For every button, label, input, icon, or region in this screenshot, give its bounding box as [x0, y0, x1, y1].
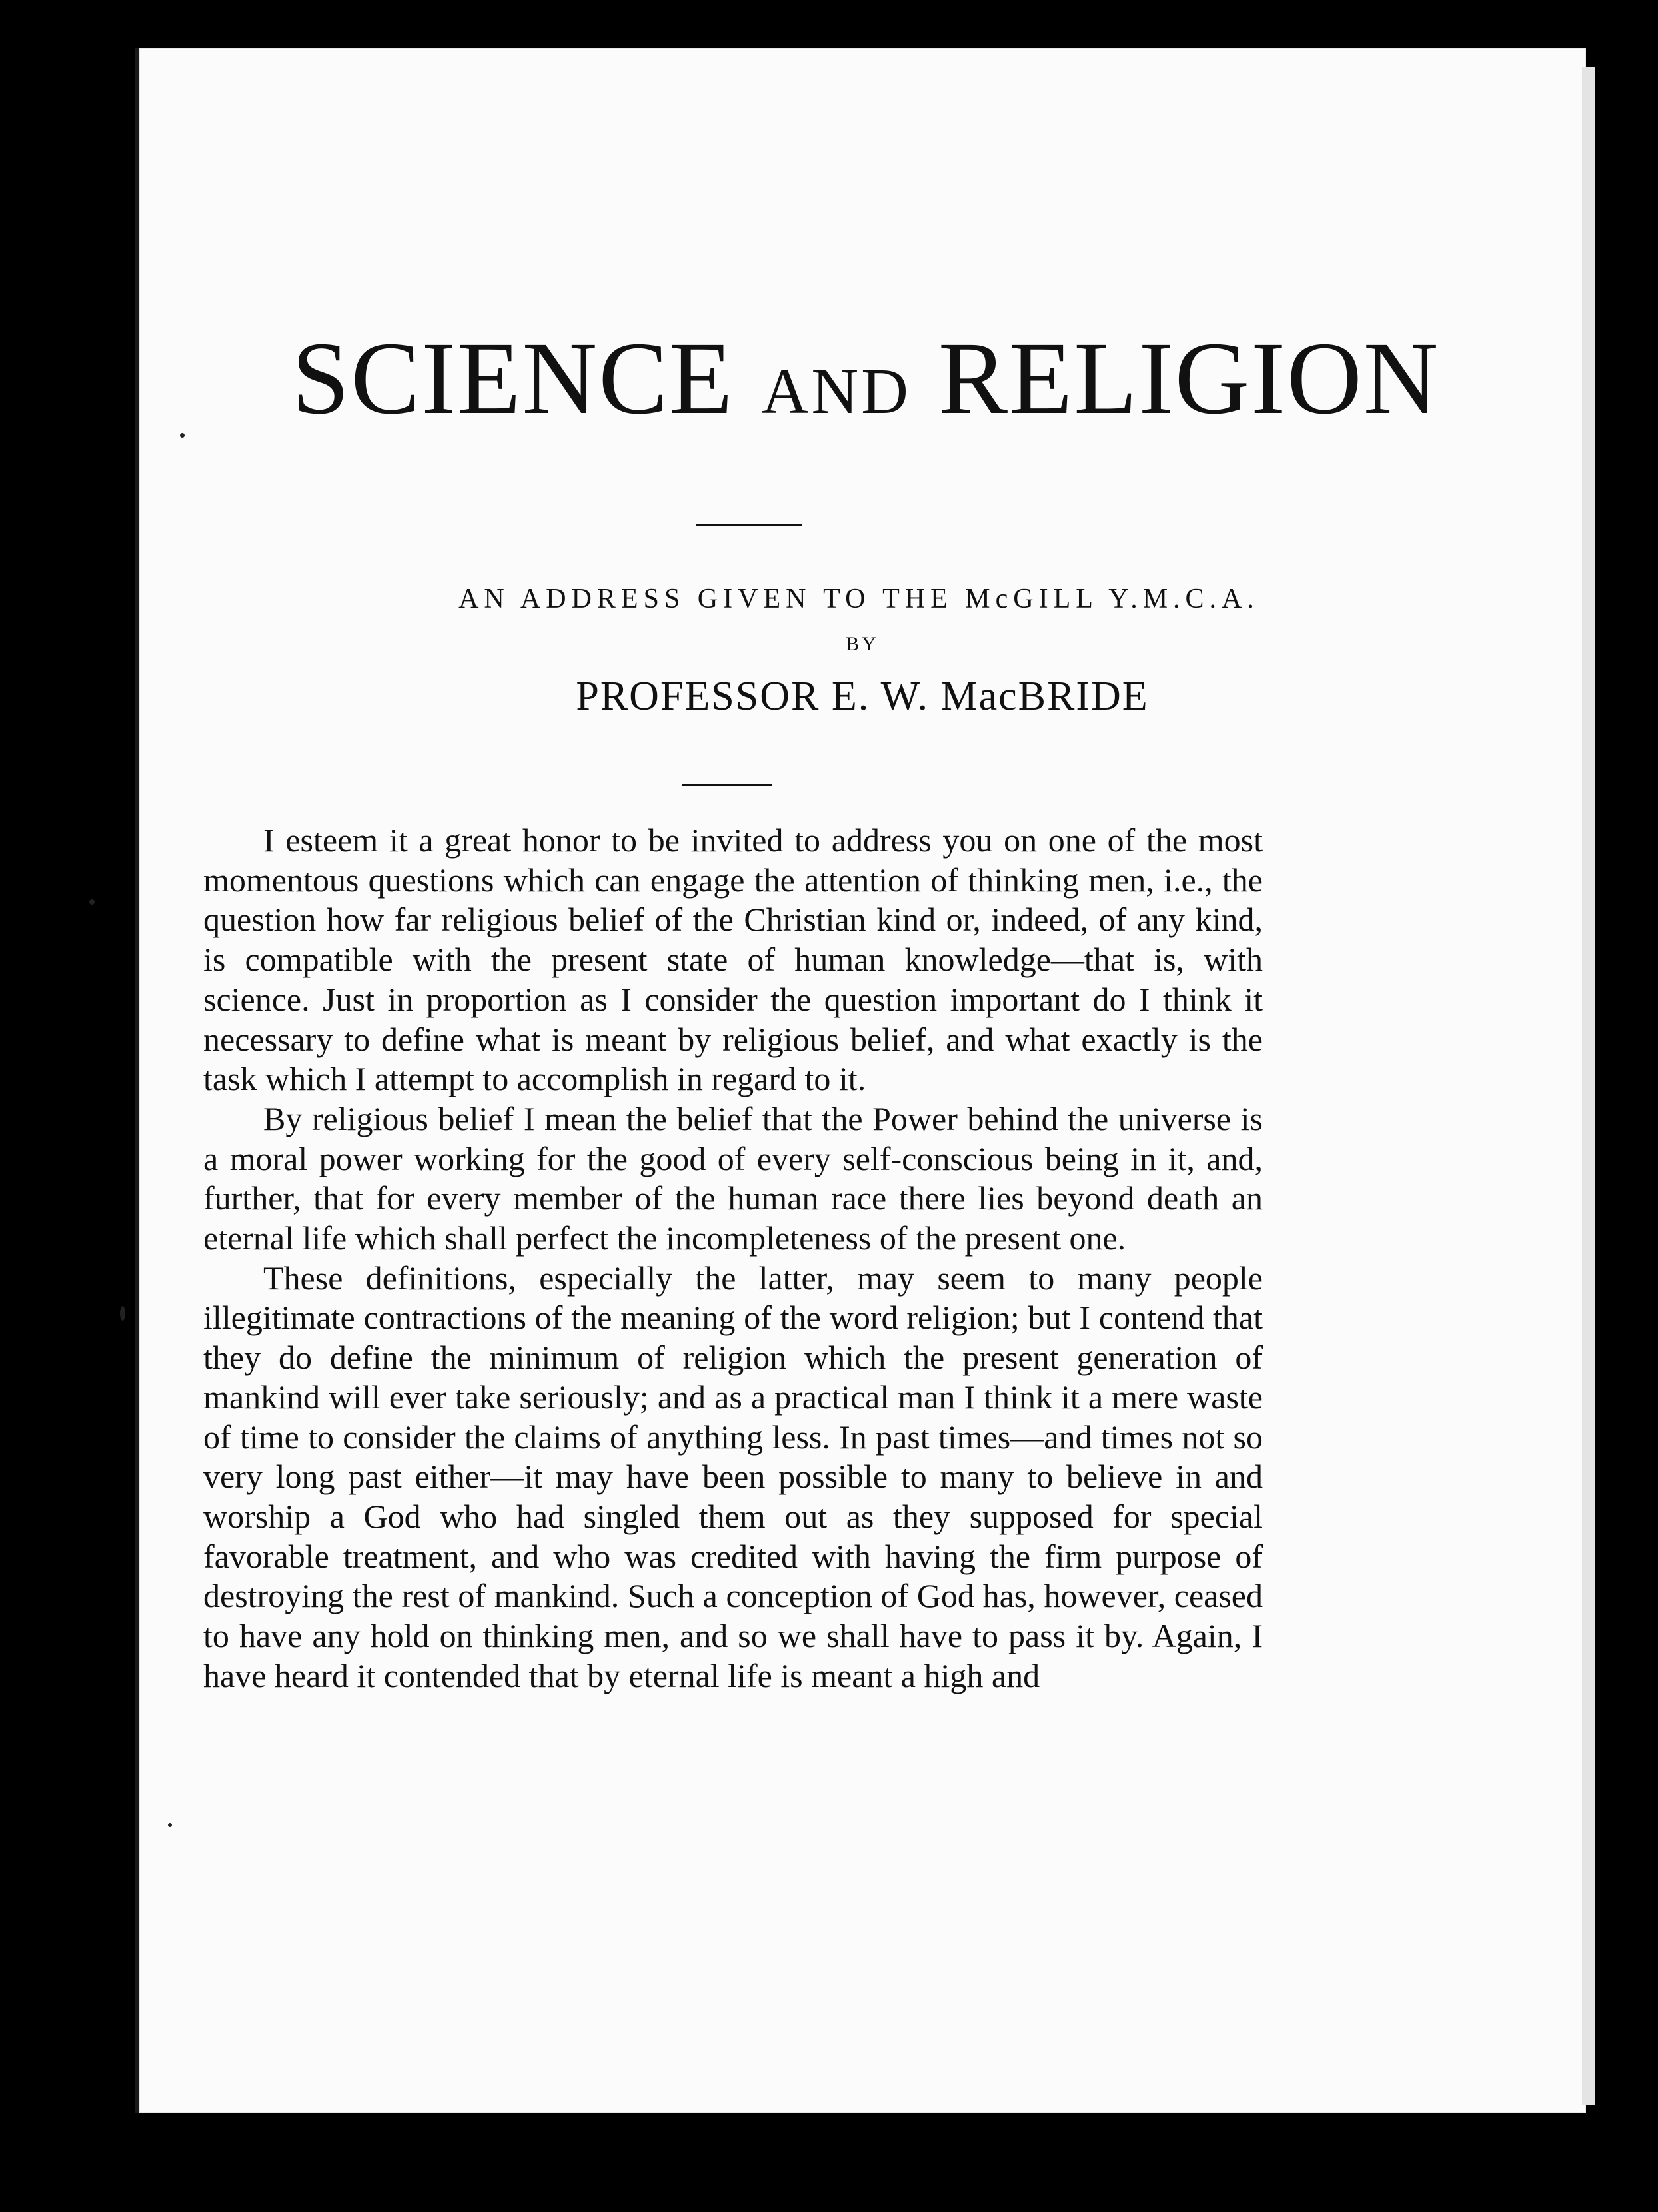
title-divider — [696, 524, 802, 526]
document-title — [73, 320, 1658, 436]
author-divider — [682, 784, 772, 786]
document-body — [203, 821, 1263, 1696]
title-word-and: AND — [761, 356, 911, 428]
scan-speck — [180, 433, 185, 438]
scan-speck — [168, 1823, 172, 1827]
author-name: PROFESSOR E. W. MacBRIDE — [576, 674, 1149, 719]
document-subtitle: AN ADDRESS GIVEN TO THE McGILL Y.M.C.A. — [458, 584, 1259, 614]
paragraph: By religious belief I mean the belief that the Power behind the universe is a moral power working for the good of every self-conscious being in it, and, further, that for every member of the human race there lies beyond death an eternal life which shall perfect the incompleteness of the present one. — [203, 1099, 1263, 1257]
byline-label: BY — [846, 633, 879, 655]
scan-speck — [120, 1306, 125, 1321]
scan-speck — [89, 899, 95, 905]
title-word-religion: RELIGION — [938, 320, 1440, 436]
paragraph: These definitions, especially the latter, may seem to many people illegitimate contractions of the meaning of the word religion; but I contend that they do define the minimum of religion which the present generation of mankind will ever take seriously; and as a practical man I think it a mere waste of time to consider the claims of anything less. In past times—and times not so very long past either—it may have been possible to many to believe in and worship a God who had singled them out as they supposed for special favorable treatment, and who was credited with having the firm purpose of destroying the rest of mankind. Such a conception of God has, however, ceased to have any hold on thinking men, and so we shall have to pass it by. Again, I have heard it contended that by eternal life is meant a high and — [203, 1259, 1263, 1694]
title-word-science: SCIENCE — [291, 320, 734, 436]
paragraph: I esteem it a great honor to be invited to address you on one of the most momentous questions which can engage the attention of thinking men, i.e., the question how far religious belief of the Christian kind or, indeed, of any kind, is compatible with the present state of human knowledge—that is, with science. Just in proportion as I consider the question important do I think it necessary to define what is meant by religious belief, and what exactly is the task which I attempt to accomplish in regard to it. — [203, 822, 1263, 1098]
